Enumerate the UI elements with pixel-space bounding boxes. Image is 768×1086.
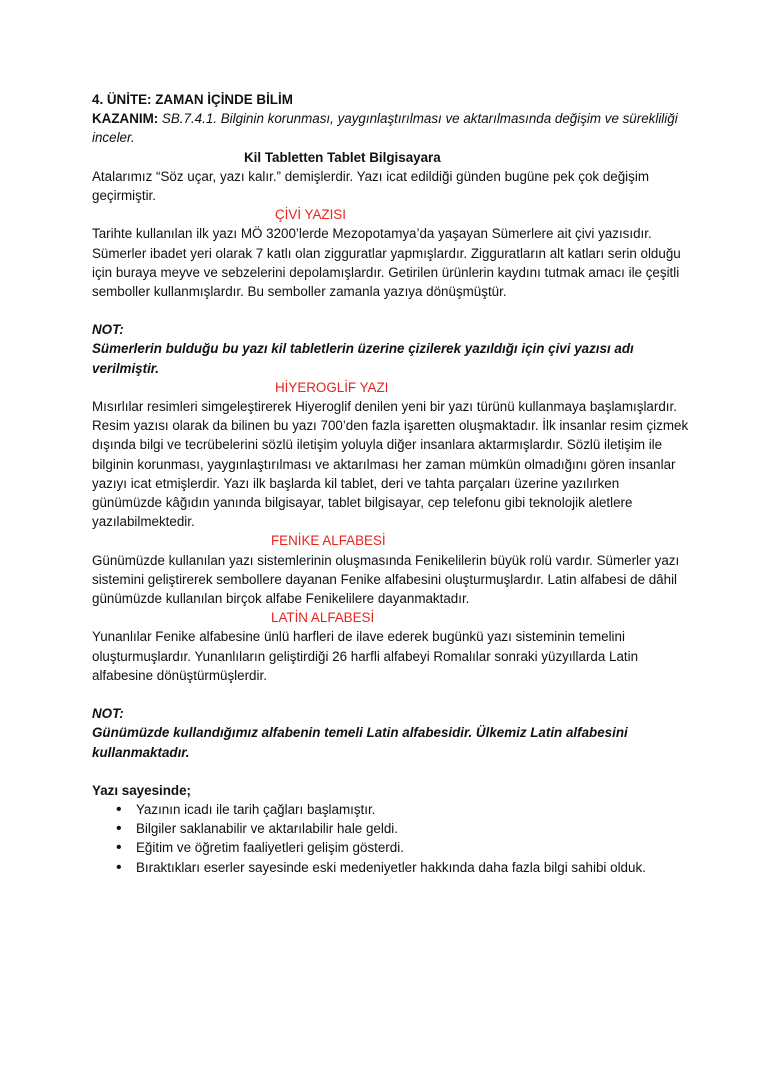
spacer xyxy=(92,685,692,704)
note-text-2: Günümüzde kullandığımız alfabenin temeli Latin alfabesidir. Ülkemiz Latin alfabesini kullanmaktadır. xyxy=(92,725,628,760)
list-item: • Eğitim ve öğretim faaliyetleri gelişim gösterdi. xyxy=(116,838,692,857)
kazanim-line xyxy=(92,109,692,147)
document-subtitle: Kil Tabletten Tablet Bilgisayara xyxy=(244,149,441,165)
note-label-2: NOT: xyxy=(92,706,124,722)
section-heading-hiyeroglif: HİYEROGLİF YAZI xyxy=(275,379,389,395)
spacer xyxy=(92,301,692,320)
intro-paragraph: Atalarımız “Söz uçar, yazı kalır.” demişlerdir. Yazı icat edildiği günden bugüne pek çok değişim geçirmiştir. xyxy=(92,168,649,204)
unit-title: 4. ÜNİTE: ZAMAN İÇİNDE BİLİM xyxy=(92,92,293,107)
spacer xyxy=(92,762,692,781)
summary-list xyxy=(92,800,692,877)
section-body-hiyeroglif: Mısırlılar resimleri simgeleştirerek Hiyeroglif denilen yeni bir yazı türünü kullanmaya başlamışlardır. Resim yazısı olarak da bilinen bu yazı 700’den fazla işaretten oluşmaktadır. İlk insanlar resim çizmek dışında bilgi ve tecrübelerini sözlü iletişim yoluyla diğer insanlara aktarmışlardır. Sözlü iletişim ile bilginin korunması, yaygınlaştırılması ve aktarılması her zaman mümkün olmadığını gören insanlar yazıyı icat etmişlerdir. Yazı ilk başlarda kil tablet, deri ve tahta parçaları üzerine yazılırken günümüzde kâğıdın yanında bilgisayar, tablet bilgisayar, cep telefonu gibi teknolojik aletlere yazılabilmektedir. xyxy=(92,399,689,530)
section-body-latin: Yunanlılar Fenike alfabesine ünlü harfleri de ilave ederek bugünkü yazı sisteminin temelini oluşturmuşlardır. Yunanlıların geliştirdiği 26 harfli alfabeyi Romalılar sonraki yüzyıllarda Latin alfabesine dönüştürmüşlerdir. xyxy=(92,629,639,683)
section-heading-civi: ÇİVİ YAZISI xyxy=(275,207,346,223)
list-item: • Bıraktıkları eserler sayesinde eski medeniyetler hakkında daha fazla bilgi sahibi olduk. xyxy=(116,858,692,877)
kazanim-text: SB.7.4.1. Bilginin korunması, yaygınlaştırılması ve aktarılmasında değişim ve sürekliliği inceler. xyxy=(92,111,678,146)
summary-heading: Yazı sayesinde; xyxy=(92,782,191,798)
section-heading-fenike: FENİKE ALFABESİ xyxy=(271,533,386,549)
section-body-fenike: Günümüzde kullanılan yazı sistemlerinin oluşmasında Fenikelilerin büyük rolü vardır. Sümerler yazı sistemini geliştirerek sembollere dayanan Fenike alfabesini oluşturmuşlardır. Latin alfabesi de dâhil günümüzde kullanılan birçok alfabe Fenikelilere dayanmaktadır. xyxy=(92,552,680,607)
document-page xyxy=(92,90,692,877)
list-item: • Yazının icadı ile tarih çağları başlamıştır. xyxy=(116,800,692,819)
list-item: • Bilgiler saklanabilir ve aktarılabilir hale geldi. xyxy=(116,819,692,838)
kazanim-label: KAZANIM: xyxy=(92,111,159,127)
section-body-civi: Tarihte kullanılan ilk yazı MÖ 3200’lerde Mezopotamya’da yaşayan Sümerlere ait çivi yazısıdır. Sümerler ibadet yeri olarak 7 katlı olan zigguratlar yapmışlardır. Zigguratların alt katları serin olduğu için buraya meyve ve sebzelerini depolamışlardır. Getirilen ürünlerin kaydını tutmak amacı ile çeşitli semboller kullanmışlardır. Bu semboller zamanla yazıya dönüşmüştür. xyxy=(92,226,681,300)
note-text-1: Sümerlerin bulduğu bu yazı kil tabletlerin üzerine çizilerek yazıldığı için çivi yazısı adı verilmiştir. xyxy=(92,341,634,376)
note-label-1: NOT: xyxy=(92,322,124,338)
section-heading-latin: LATİN ALFABESİ xyxy=(271,610,375,626)
